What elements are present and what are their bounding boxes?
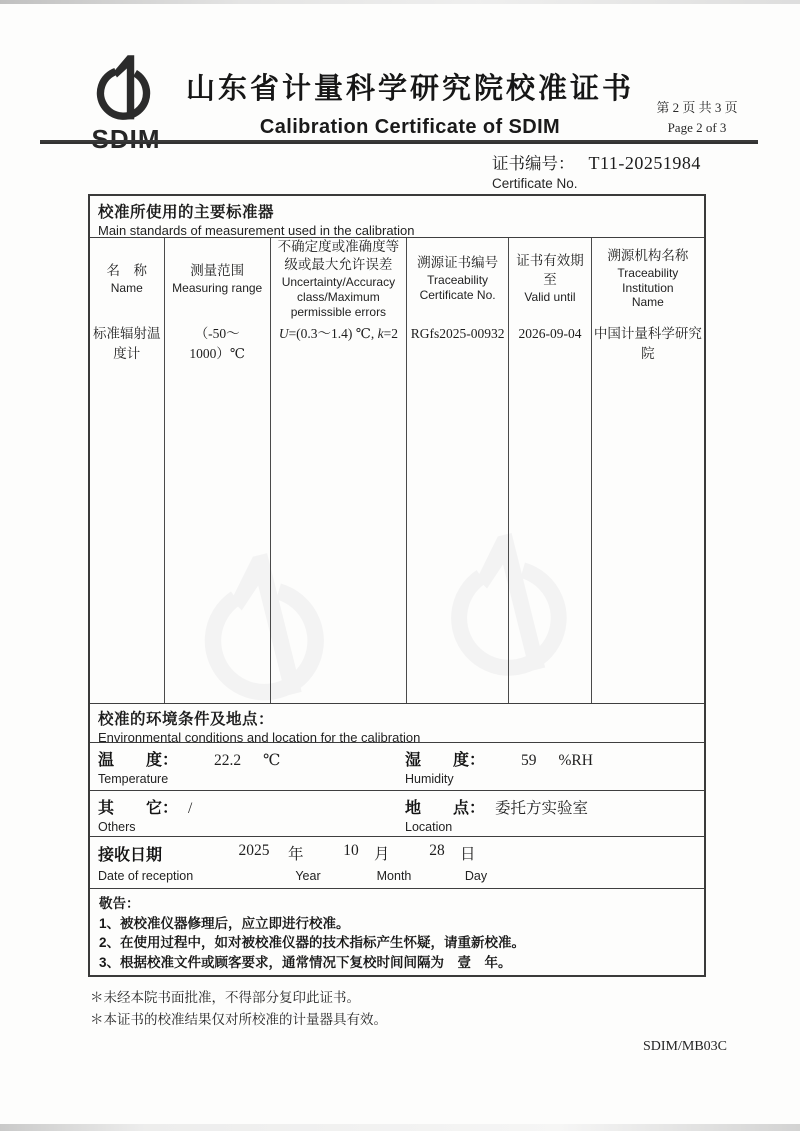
page-title-zh: 山东省计量科学研究院校准证书 bbox=[185, 73, 634, 105]
reception-date-row bbox=[90, 836, 704, 888]
humidity-label-en: Humidity bbox=[405, 772, 454, 786]
column-header-range: 测量范围 Measuring range bbox=[164, 238, 270, 319]
page-number-en: Page 2 of 3 bbox=[667, 119, 727, 135]
standards-title-zh: 校准所使用的主要标准器 bbox=[98, 204, 275, 221]
header-titles bbox=[150, 66, 670, 139]
humidity-value: 59 bbox=[521, 752, 537, 769]
column-header-traceability-no: 溯源证书编号 Traceability Certificate No. bbox=[406, 238, 508, 319]
reception-month-value: 10 bbox=[343, 842, 359, 859]
others-location-row bbox=[90, 790, 704, 836]
column-header-valid-until: 证书有效期至 Valid until bbox=[508, 238, 590, 319]
location-value: 委托方实验室 bbox=[495, 800, 589, 817]
logo-text: SDIM bbox=[91, 124, 161, 154]
humidity-unit: %RH bbox=[558, 752, 593, 769]
location-label-zh: 地 点： bbox=[405, 800, 486, 817]
scan-edge-bottom bbox=[0, 1124, 800, 1131]
footnote: ＊本证书的校准结果仅对所校准的计量器具有效。 bbox=[90, 1011, 387, 1027]
certificate-number-block bbox=[492, 150, 701, 191]
temp-humidity-row bbox=[90, 742, 704, 790]
reception-label-zh: 接收日期 bbox=[98, 847, 163, 864]
page-number-zh: 第 2 页 共 3 页 bbox=[656, 100, 738, 115]
others-field bbox=[90, 791, 397, 836]
form-code: SDIM/MB03C bbox=[643, 1039, 728, 1054]
reception-year-label-en: Year bbox=[295, 869, 321, 883]
location-label-en: Location bbox=[405, 820, 453, 834]
column-header-name: 名 称 Name bbox=[106, 262, 148, 295]
column-header-uncertainty: 不确定度或准确度等级或最大允许误差 Uncertainty/Accuracy class/Maximum permissible errors bbox=[270, 238, 406, 319]
notice-item: 3、根据校准文件或顾客要求，通常情况下复校时间间隔为 壹 年。 bbox=[99, 955, 512, 971]
reception-year-value: 2025 bbox=[238, 842, 270, 859]
reception-day-unit: 日 bbox=[460, 846, 476, 863]
temperature-label-zh: 温 度： bbox=[98, 752, 179, 769]
certificate-number-value: T11-20251984 bbox=[588, 153, 701, 173]
env-title-zh: 校准的环境条件及地点： bbox=[98, 711, 275, 728]
env-section-header bbox=[90, 703, 704, 745]
standards-data-row bbox=[90, 319, 704, 703]
standards-section-header bbox=[90, 196, 704, 237]
temperature-field bbox=[90, 743, 397, 790]
temperature-value: 22.2 bbox=[214, 752, 242, 769]
cell-standard-name: 标准辐射温度计 bbox=[93, 326, 161, 362]
reception-label-en: Date of reception bbox=[98, 869, 194, 883]
header-divider bbox=[40, 140, 758, 144]
reception-year-unit: 年 bbox=[288, 846, 304, 863]
others-value: / bbox=[188, 800, 193, 817]
cell-valid-until: 2026-09-04 bbox=[508, 319, 590, 703]
reception-day-value: 28 bbox=[429, 842, 445, 859]
cell-traceability-certificate-no: RGfs2025-00932 bbox=[406, 319, 508, 703]
reception-day-label-en: Day bbox=[464, 869, 488, 883]
cell-measuring-range: （-50～ 1000）℃ bbox=[164, 319, 270, 703]
temperature-unit: ℃ bbox=[263, 752, 281, 769]
footnotes bbox=[90, 987, 387, 1030]
standards-title-en: Main standards of measurement used in the calibration bbox=[98, 223, 415, 238]
calibration-table bbox=[88, 194, 706, 977]
notice-item: 2、在使用过程中，如对被校准仪器的技术指标产生怀疑，请重新校准。 bbox=[99, 935, 526, 951]
page-title-en: Calibration Certificate of SDIM bbox=[259, 116, 561, 138]
cell-institution: 中国计量科学研究院 bbox=[591, 319, 704, 703]
column-header-institution: 溯源机构名称 Traceability Institution Name bbox=[591, 238, 704, 319]
certificate-number-label-zh: 证书编号： bbox=[492, 154, 575, 173]
others-label-en: Others bbox=[98, 820, 136, 834]
env-title-en: Environmental conditions and location for the calibration bbox=[98, 730, 421, 745]
notice-item: 1、被校准仪器修理后，应立即进行校准。 bbox=[99, 915, 350, 931]
certificate-number-label-en: Certificate No. bbox=[492, 176, 578, 191]
humidity-field bbox=[397, 743, 704, 790]
temperature-label-en: Temperature bbox=[98, 772, 169, 786]
page-number-block bbox=[626, 98, 768, 137]
reception-month-label-en: Month bbox=[376, 869, 412, 883]
others-label-zh: 其 它： bbox=[98, 800, 179, 817]
reception-month-unit: 月 bbox=[374, 846, 390, 863]
notice-section bbox=[90, 888, 704, 975]
standards-header-row bbox=[90, 237, 704, 319]
footnote: ＊未经本院书面批准，不得部分复印此证书。 bbox=[90, 990, 360, 1005]
notice-title: 敬告： bbox=[99, 896, 140, 911]
humidity-label-zh: 湿 度： bbox=[405, 752, 486, 769]
scan-edge-top bbox=[0, 0, 800, 4]
location-field bbox=[397, 791, 704, 836]
cell-uncertainty: U=(0.3～1.4) ℃, k=2 bbox=[270, 319, 406, 703]
